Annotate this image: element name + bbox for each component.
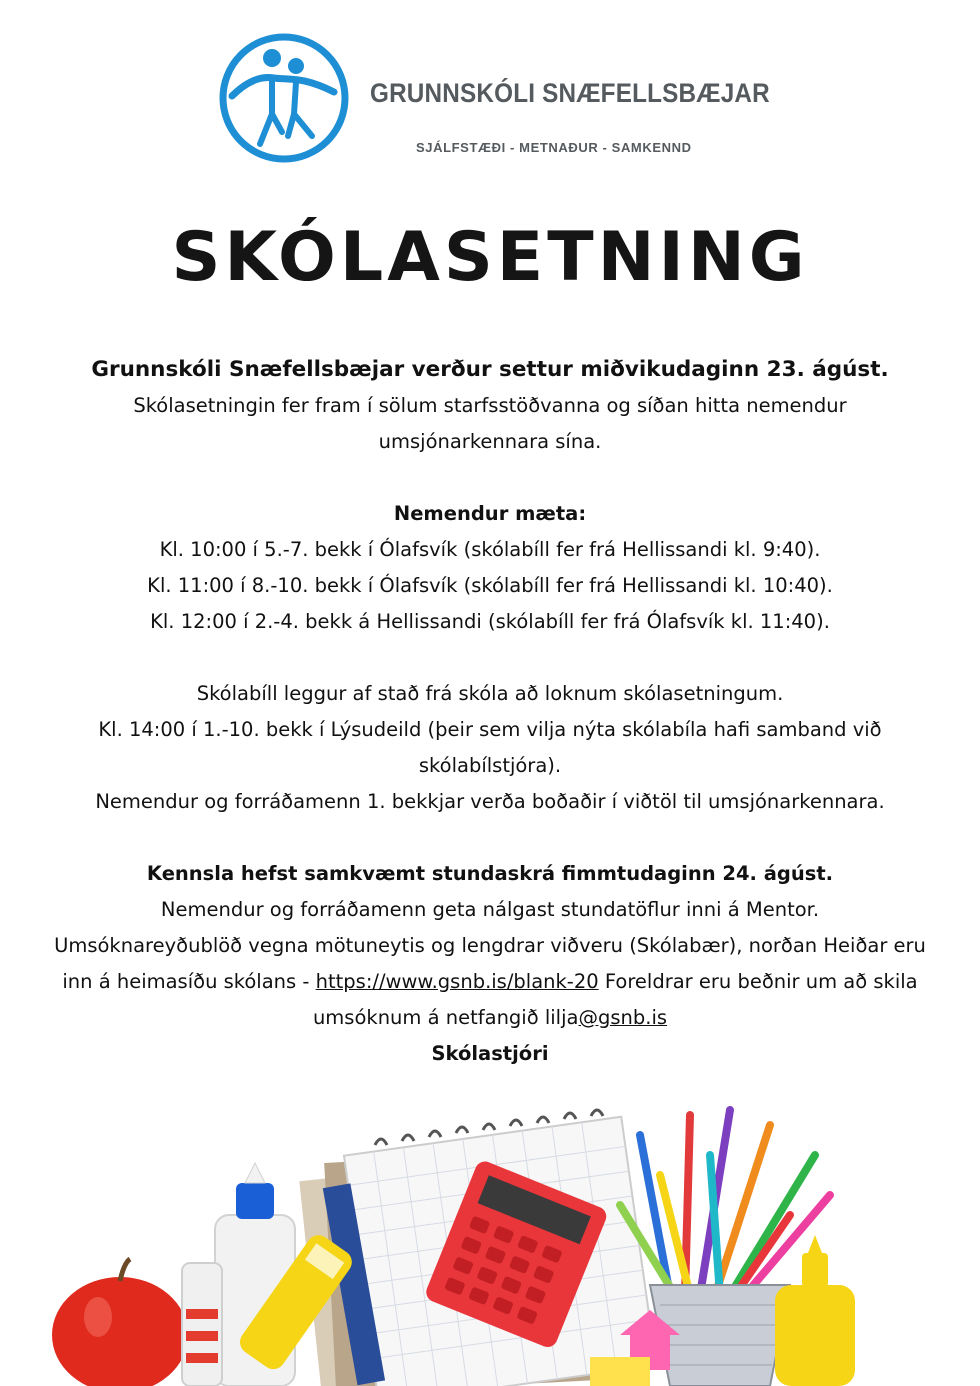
arrival-line: Kl. 11:00 í 8.-10. bekk í Ólafsvík (skólabíll fer frá Hellissandi kl. 10:40). <box>147 574 833 597</box>
page-title: SKÓLASETNING <box>171 218 809 297</box>
bus-line: Skólabíll leggur af stað frá skóla að loknum skólasetningum. <box>196 682 784 705</box>
arrival-line: Kl. 12:00 í 2.-4. bekk á Hellissandi (skólabíll fer frá Ólafsvík kl. 11:40). <box>150 610 830 633</box>
website-link[interactable]: https://www.gsnb.is/blank-20 <box>315 970 599 993</box>
intro-text: Skólasetningin fer fram í sölum starfsstöðvanna og síðan hitta nemendur umsjónarkennara sína. <box>133 394 847 453</box>
arrival-heading: Nemendur mæta: <box>393 502 587 525</box>
glue-stick-icon <box>182 1263 222 1386</box>
school-logo <box>218 32 778 162</box>
bus-line: Nemendur og forráðamenn 1. bekkjar verða boðaðir í viðtöl til umsjónarkennara. <box>95 790 885 813</box>
announcement-body <box>40 352 940 1072</box>
intro-headline: Grunnskóli Snæfellsbæjar verður settur miðvikudaginn 23. ágúst. <box>91 357 889 382</box>
signature: Skólastjóri <box>431 1042 549 1065</box>
teaching-details-text: Umsóknareyðublöð vegna mötuneytis og lengdrar viðveru (Skólabær), norðan Heiðar eru inn á heimasíðu skólans - <box>54 934 926 993</box>
teaching-heading: Kennsla hefst samkvæmt stundaskrá fimmtudaginn 24. ágúst. <box>146 862 834 885</box>
email-address[interactable]: @gsnb.is <box>578 1006 668 1029</box>
apple-icon <box>52 1259 188 1386</box>
school-name: GRUNNSKÓLI SNÆFELLSBÆJAR <box>370 78 770 108</box>
arrival-line: Kl. 10:00 í 5.-7. bekk í Ólafsvík (skólabíll fer frá Hellissandi kl. 9:40). <box>159 538 821 561</box>
school-motto: SJÁLFSTÆÐI - METNAÐUR - SAMKENND <box>416 140 692 155</box>
yellow-bottle-icon <box>775 1235 855 1386</box>
teaching-line: Nemendur og forráðamenn geta nálgast stundatöflur inni á Mentor. <box>160 898 820 921</box>
school-supplies-illustration <box>30 1095 950 1386</box>
bus-line: Kl. 14:00 í 1.-10. bekk í Lýsudeild (þeir sem vilja nýta skólabíla hafi samband við skólabílstjóra). <box>98 718 882 777</box>
school-emblem-icon <box>218 32 350 164</box>
teaching-details-text: Foreldrar eru beðnir um að skila umsóknum á netfangið lilja <box>312 970 918 1029</box>
teaching-details <box>40 928 940 1036</box>
